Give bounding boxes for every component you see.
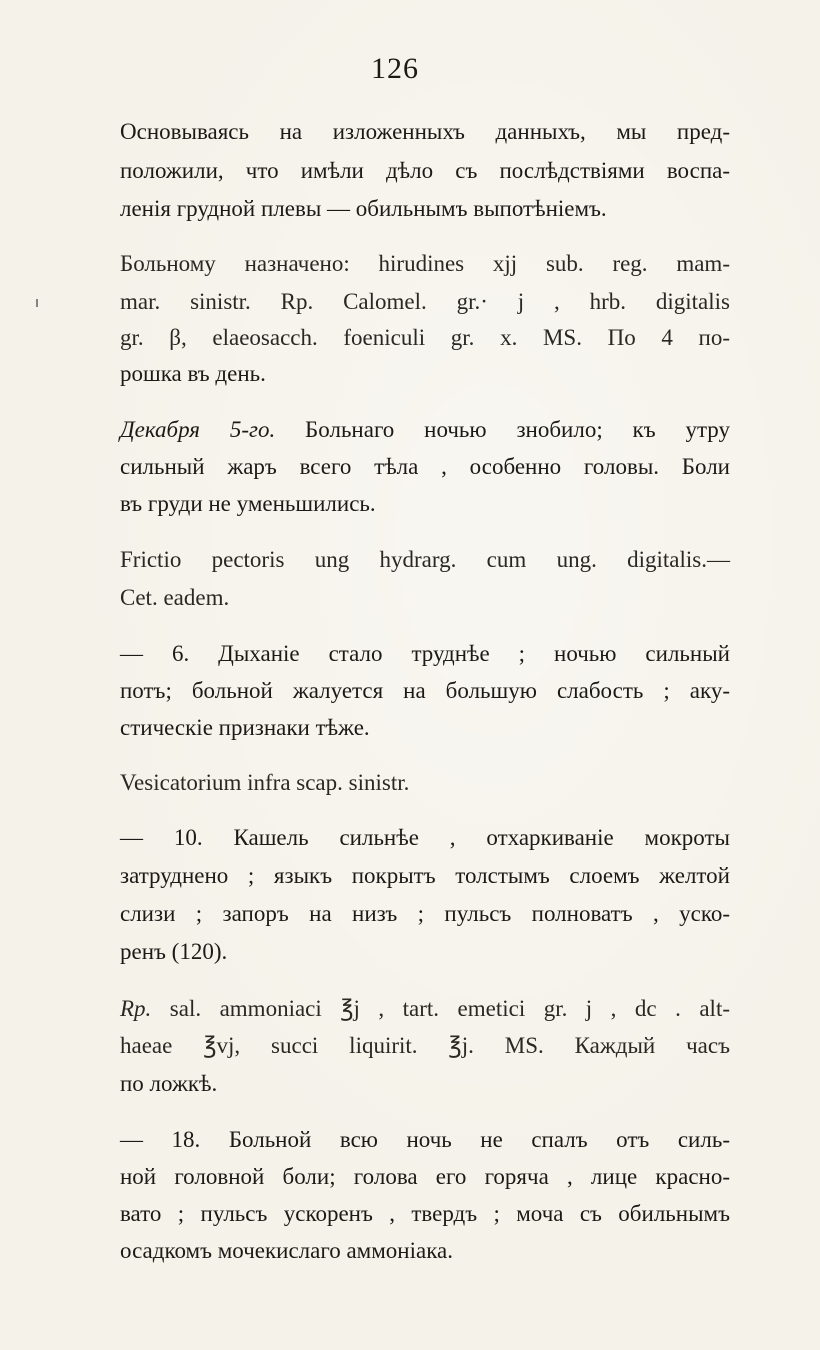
text-line: положили, что имѣли дѣло съ послѣдствіями воспа- — [120, 158, 730, 183]
text-line: Больному назначено: hirudines xjj sub. reg. mam- — [120, 251, 730, 276]
page-number: 126 — [371, 52, 419, 85]
text-line: по ложкѣ. — [120, 1071, 218, 1096]
text-line: слизи ; запоръ на низъ ; пульсъ полноватъ , уско- — [120, 901, 730, 926]
text-line: ренъ (120). — [120, 939, 228, 964]
text-line: haeae ℥vj, succi liquirit. ℥j. MS. Каждый часъ — [120, 1033, 730, 1058]
text-line: вато ; пульсъ ускоренъ , твердъ ; моча съ обильнымъ — [120, 1201, 730, 1226]
text-line: — 6. Дыханіе стало труднѣе ; ночью сильный — [120, 641, 730, 666]
text-line: въ груди не уменьшились. — [120, 491, 376, 516]
recipe-abbrev: Rp. — [120, 996, 152, 1021]
text-line: ной головной боли; голова его горяча , лице красно- — [120, 1164, 730, 1189]
date-heading: Декабря 5-го. — [120, 417, 276, 442]
text-line: сильный жаръ всего тѣла , особенно головы. Боли — [120, 454, 730, 479]
text-line: потъ; больной жалуется на большую слабость ; аку- — [120, 678, 730, 703]
text-line: стическіе признаки тѣже. — [120, 715, 370, 740]
text-line: mar. sinistr. Rp. Calomel. gr.· j , hrb. digitalis — [120, 289, 730, 314]
text-line: затруднено ; языкъ покрытъ толстымъ слоемъ желтой — [120, 863, 730, 888]
text-line: Декабря 5-го. Больнаго ночью знобило; къ утру — [120, 417, 730, 442]
text-line: осадкомъ мочекислаго аммоніака. — [120, 1238, 453, 1263]
text-line: ленія грудной плевы — обильнымъ выпотѣніемъ. — [120, 196, 607, 221]
text-line: — 10. Кашель сильнѣе , отхаркиваніе мокроты — [120, 825, 730, 850]
text-line: рошка въ день. — [120, 361, 266, 386]
text-line: gr. β, elaeosacch. foeniculi gr. x. MS. По 4 по- — [120, 325, 730, 350]
text-line: Frictio pectoris ung hydrarg. cum ung. digitalis.— — [120, 547, 730, 572]
text-line: — 18. Больной всю ночь не спалъ отъ силь- — [120, 1127, 730, 1152]
text-line: Основываясь на изложенныхъ данныхъ, мы пред- — [120, 119, 730, 144]
text-line: Cet. eadem. — [120, 585, 230, 610]
text-line: Rp. sal. ammoniaci ℥j , tart. emetici gr. j , dc . alt- — [120, 996, 730, 1021]
text-line: Vesicatorium infra scap. sinistr. — [120, 770, 410, 795]
margin-mark — [36, 299, 38, 307]
